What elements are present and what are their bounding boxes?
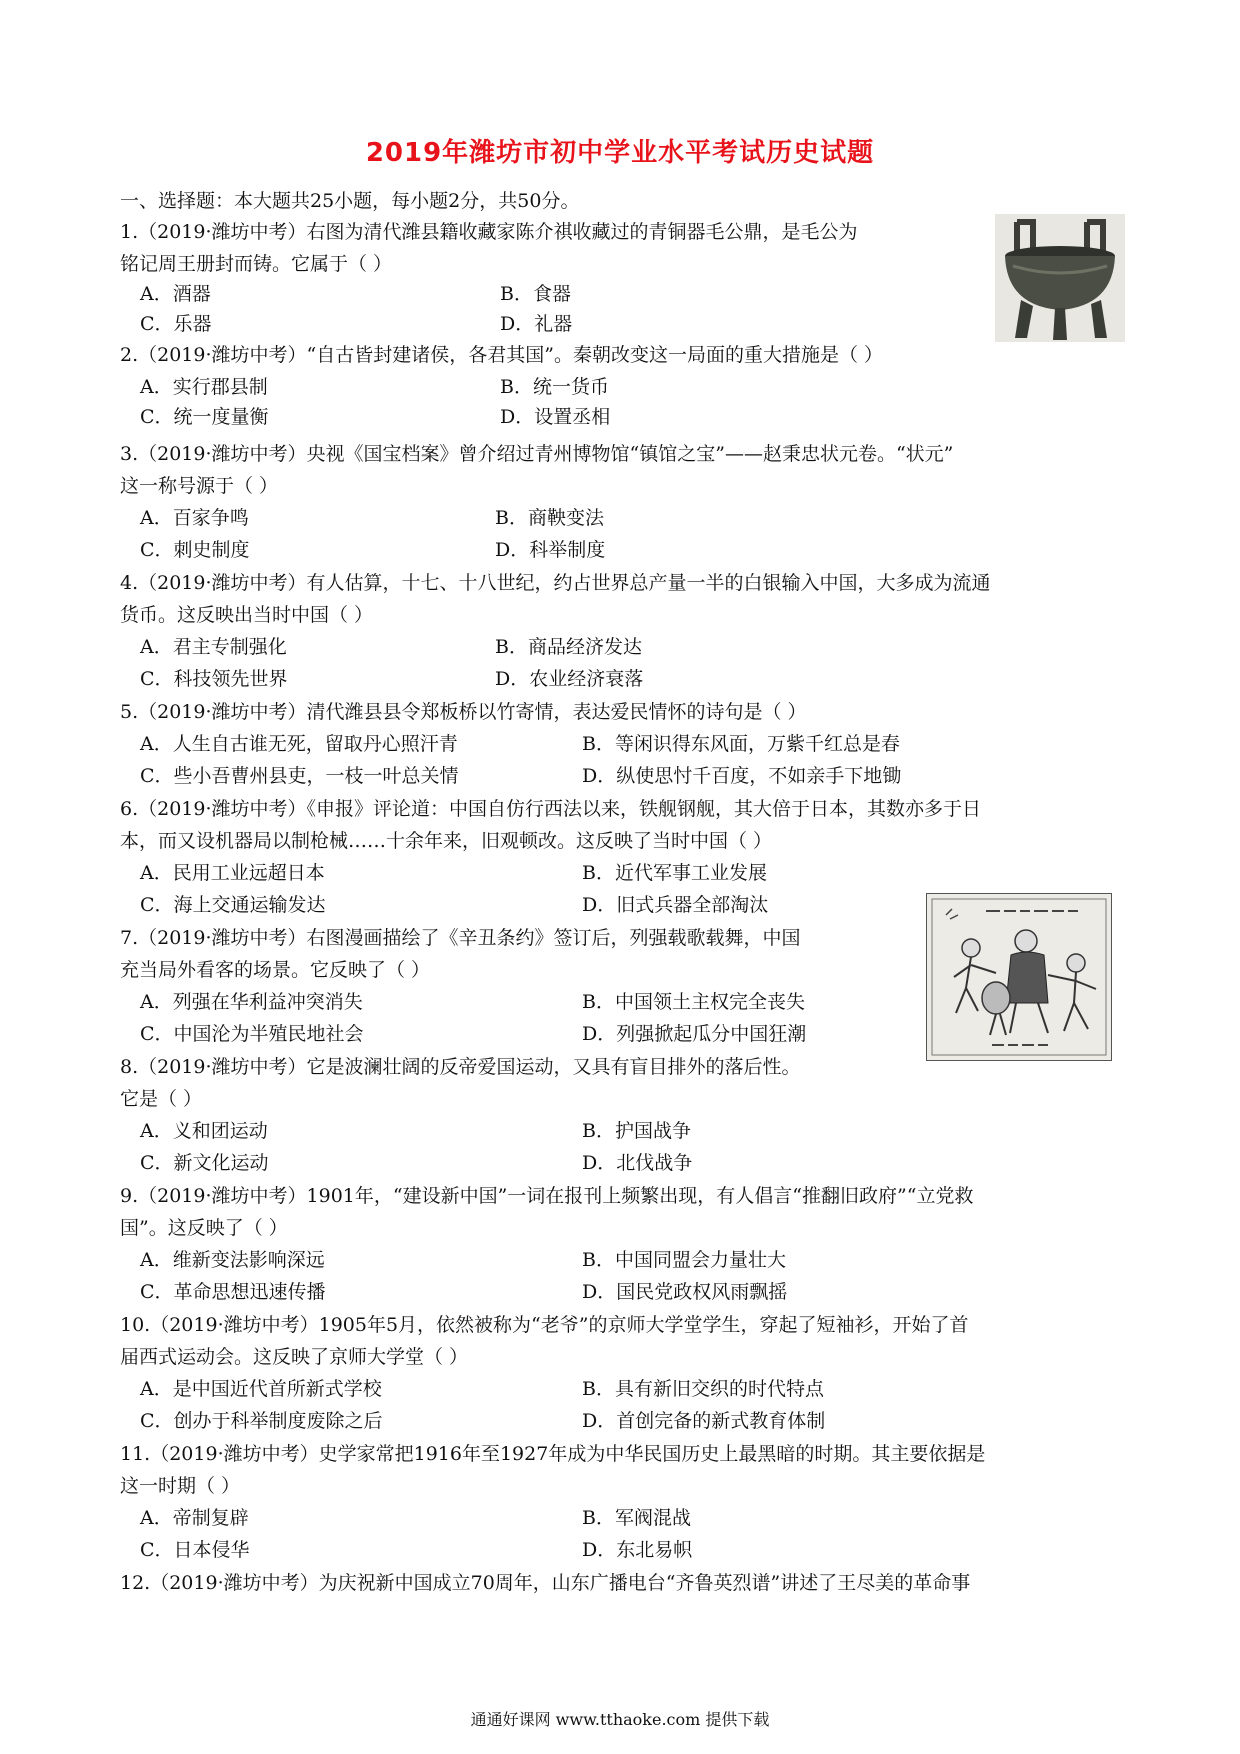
question-10-line-1: 10.（2019·潍坊中考）1905年5月，依然被称为“老爷”的京师大学堂学生，穿起了短袖衫，开始了首 bbox=[120, 1314, 969, 1336]
q2-option-b: B．统一货币 bbox=[500, 376, 609, 398]
q10-option-d: D．首创完备的新式教育体制 bbox=[582, 1410, 826, 1432]
question-4-line-2: 货币。这反映出当时中国（ ） bbox=[120, 604, 374, 626]
question-7-line-1: 7.（2019·潍坊中考）右图漫画描绘了《辛丑条约》签订后，列强载歌载舞，中国 bbox=[120, 927, 801, 949]
q5-option-b: B．等闲识得东风面，万紫千红总是春 bbox=[582, 733, 900, 755]
q7-option-b: B．中国领土主权完全丧失 bbox=[582, 991, 805, 1013]
question-8-line-2: 它是（ ） bbox=[120, 1088, 203, 1110]
q11-option-b: B．军阀混战 bbox=[582, 1507, 691, 1529]
q11-option-a: A．帝制复辟 bbox=[140, 1507, 249, 1529]
question-2-line-1: 2.（2019·潍坊中考）“自古皆封建诸侯，各君其国”。秦朝改变这一局面的重大措施是（ ） bbox=[120, 344, 883, 366]
q3-option-a: A．百家争鸣 bbox=[140, 507, 249, 529]
question-5-line-1: 5.（2019·潍坊中考）清代潍县县令郑板桥以竹寄情，表达爱民情怀的诗句是（ ） bbox=[120, 701, 807, 723]
q10-option-b: B．具有新旧交织的时代特点 bbox=[582, 1378, 824, 1400]
q1-option-d: D．礼器 bbox=[500, 313, 573, 335]
q3-option-b: B．商鞅变法 bbox=[495, 507, 604, 529]
q8-option-c: C．新文化运动 bbox=[140, 1152, 269, 1174]
question-1-line-1: 1.（2019·潍坊中考）右图为清代潍县籍收藏家陈介祺收藏过的青铜器毛公鼎，是毛公为 bbox=[120, 221, 858, 243]
q6-option-d: D．旧式兵器全部淘汰 bbox=[582, 894, 769, 916]
q4-option-a: A．君主专制强化 bbox=[140, 636, 287, 658]
q6-option-c: C．海上交通运输发达 bbox=[140, 894, 326, 916]
question-12-line-1: 12.（2019·潍坊中考）为庆祝新中国成立70周年，山东广播电台“齐鲁英烈谱”讲述了王尽美的革命事 bbox=[120, 1572, 971, 1594]
q2-option-d: D．设置丞相 bbox=[500, 406, 611, 428]
q5-option-a: A．人生自古谁无死，留取丹心照汗青 bbox=[140, 733, 458, 755]
q6-option-b: B．近代军事工业发展 bbox=[582, 862, 767, 884]
q11-option-d: D．东北易帜 bbox=[582, 1539, 693, 1561]
question-7-line-2: 充当局外看客的场景。它反映了（ ） bbox=[120, 959, 431, 981]
q4-option-b: B．商品经济发达 bbox=[495, 636, 642, 658]
q3-option-d: D．科举制度 bbox=[495, 539, 606, 561]
section-heading: 一、选择题：本大题共25小题，每小题2分，共50分。 bbox=[120, 190, 580, 212]
q8-option-b: B．护国战争 bbox=[582, 1120, 691, 1142]
q2-option-c: C．统一度量衡 bbox=[140, 406, 269, 428]
q5-option-c: C．些小吾曹州县吏，一枝一叶总关情 bbox=[140, 765, 459, 787]
question-3-line-2: 这一称号源于（ ） bbox=[120, 475, 279, 497]
q3-option-c: C．刺史制度 bbox=[140, 539, 250, 561]
question-1-line-2: 铭记周王册封而铸。它属于（ ） bbox=[120, 253, 393, 275]
q6-option-a: A．民用工业远超日本 bbox=[140, 862, 325, 884]
q10-option-c: C．创办于科举制度废除之后 bbox=[140, 1410, 383, 1432]
q5-option-d: D．纵使思忖千百度，不如亲手下地锄 bbox=[582, 765, 902, 787]
q2-option-a: A．实行郡县制 bbox=[140, 376, 268, 398]
question-11-line-2: 这一时期（ ） bbox=[120, 1475, 241, 1497]
q4-option-c: C．科技领先世界 bbox=[140, 668, 288, 690]
q4-option-d: D．农业经济衰落 bbox=[495, 668, 644, 690]
q8-option-d: D．北伐战争 bbox=[582, 1152, 693, 1174]
question-6-line-1: 6.（2019·潍坊中考）《申报》评论道：中国自仿行西法以来，铁舰钢舰，其大倍于日本，其数亦多于日 bbox=[120, 798, 982, 820]
bronze-ding-image bbox=[995, 214, 1125, 342]
q8-option-a: A．义和团运动 bbox=[140, 1120, 268, 1142]
q1-option-c: C．乐器 bbox=[140, 313, 212, 335]
page-title: 2019年潍坊市初中学业水平考试历史试题 bbox=[365, 138, 875, 168]
question-9-line-2: 国”。这反映了（ ） bbox=[120, 1217, 288, 1239]
q1-option-a: A．酒器 bbox=[140, 283, 211, 305]
question-11-line-1: 11.（2019·潍坊中考）史学家常把1916年至1927年成为中华民国历史上最黑暗的时期。其主要依据是 bbox=[120, 1443, 986, 1465]
page-footer: 通通好课网 www.tthaoke.com 提供下载 bbox=[470, 1710, 770, 1729]
question-8-line-1: 8.（2019·潍坊中考）它是波澜壮阔的反帝爱国运动，又具有盲目排外的落后性。 bbox=[120, 1056, 801, 1078]
question-9-line-1: 9.（2019·潍坊中考）1901年，“建设新中国”一词在报刊上频繁出现，有人倡言“推翻旧政府”“立党救 bbox=[120, 1185, 974, 1207]
question-6-line-2: 本，而又设机器局以制枪械……十余年来，旧观顿改。这反映了当时中国（ ） bbox=[120, 830, 773, 852]
q1-option-b: B．食器 bbox=[500, 283, 571, 305]
question-4-line-1: 4.（2019·潍坊中考）有人估算，十七、十八世纪，约占世界总产量一半的白银输入中国，大多成为流通 bbox=[120, 572, 991, 594]
q7-option-a: A．列强在华利益冲突消失 bbox=[140, 991, 363, 1013]
q9-option-a: A．维新变法影响深远 bbox=[140, 1249, 325, 1271]
q9-option-d: D．国民党政权风雨飘摇 bbox=[582, 1281, 788, 1303]
q11-option-c: C．日本侵华 bbox=[140, 1539, 250, 1561]
q9-option-c: C．革命思想迅速传播 bbox=[140, 1281, 326, 1303]
q10-option-a: A．是中国近代首所新式学校 bbox=[140, 1378, 382, 1400]
q7-option-c: C．中国沦为半殖民地社会 bbox=[140, 1023, 364, 1045]
question-3-line-1: 3.（2019·潍坊中考）央视《国宝档案》曾介绍过青州博物馆“镇馆之宝”——赵秉忠状元卷。“状元” bbox=[120, 443, 954, 465]
question-10-line-2: 届西式运动会。这反映了京师大学堂（ ） bbox=[120, 1346, 469, 1368]
q9-option-b: B．中国同盟会力量壮大 bbox=[582, 1249, 786, 1271]
q7-option-d: D．列强掀起瓜分中国狂潮 bbox=[582, 1023, 807, 1045]
political-cartoon-image bbox=[926, 893, 1112, 1061]
